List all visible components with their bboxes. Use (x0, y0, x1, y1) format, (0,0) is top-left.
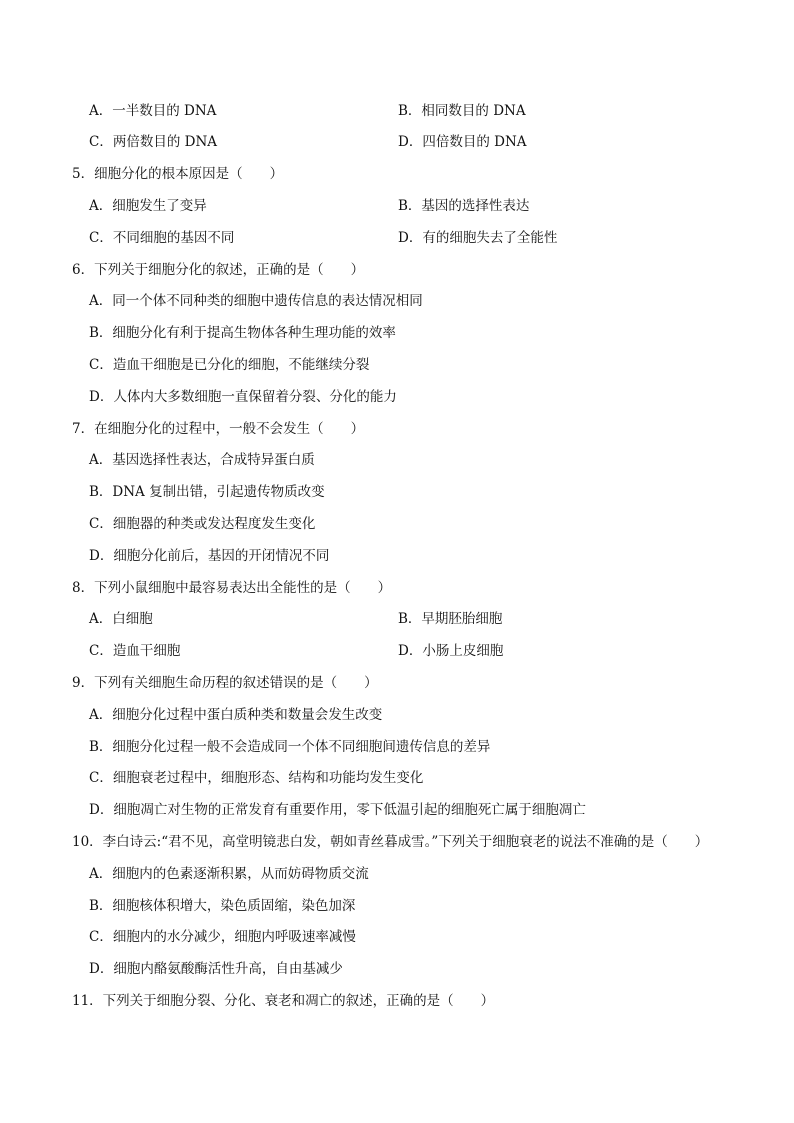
q5-option-c: C．不同细胞的基因不同 (89, 230, 235, 246)
q7-stem: 7．在细胞分化的过程中，一般不会发生（ ） (72, 421, 365, 437)
q9-option-c: C．细胞衰老过程中，细胞形态、结构和功能均发生变化 (89, 770, 424, 786)
q8-option-a: A．白细胞 (89, 611, 153, 627)
q6-option-b: B．细胞分化有利于提高生物体各种生理功能的效率 (89, 325, 396, 341)
q5-option-b: B．基因的选择性表达 (398, 198, 530, 214)
q7-option-a: A．基因选择性表达，合成特异蛋白质 (89, 452, 315, 468)
q5-option-a: A．细胞发生了变异 (89, 198, 207, 214)
q7-option-d: D．细胞分化前后，基因的开闭情况不同 (89, 548, 330, 564)
q11-stem: 11．下列关于细胞分裂、分化、衰老和凋亡的叙述，正确的是（ ） (72, 993, 495, 1009)
q10-stem: 10．李白诗云:“君不见，高堂明镜悲白发，朝如青丝暮成雪。”下列关于细胞衰老的说法不准确的是（ ） (72, 834, 709, 850)
q8-option-c: C．造血干细胞 (89, 643, 181, 659)
q10-option-b: B．细胞核体积增大，染色质固缩，染色加深 (89, 898, 356, 914)
q10-option-c: C．细胞内的水分减少，细胞内呼吸速率减慢 (89, 929, 356, 945)
q5-stem: 5．细胞分化的根本原因是（ ） (72, 166, 284, 182)
q4-option-c: C．两倍数目的 DNA (89, 134, 218, 150)
q9-option-d: D．细胞凋亡对生物的正常发育有重要作用，零下低温引起的细胞死亡属于细胞凋亡 (89, 802, 586, 818)
q10-option-d: D．细胞内酪氨酸酶活性升高，自由基减少 (89, 961, 343, 977)
q4-option-a: A．一半数目的 DNA (89, 103, 217, 119)
q6-option-a: A．同一个体不同种类的细胞中遗传信息的表达情况相同 (89, 293, 423, 309)
q10-option-a: A．细胞内的色素逐渐积累，从而妨碍物质交流 (89, 866, 369, 882)
q9-option-b: B．细胞分化过程一般不会造成同一个体不同细胞间遗传信息的差异 (89, 739, 491, 755)
q8-option-d: D．小肠上皮细胞 (398, 643, 504, 659)
q6-option-c: C．造血干细胞是已分化的细胞，不能继续分裂 (89, 357, 370, 373)
q9-option-a: A．细胞分化过程中蛋白质种类和数量会发生改变 (89, 707, 383, 723)
q5-option-d: D．有的细胞失去了全能性 (398, 230, 558, 246)
q6-option-d: D．人体内大多数细胞一直保留着分裂、分化的能力 (89, 389, 397, 405)
q6-stem: 6．下列关于细胞分化的叙述，正确的是（ ） (72, 262, 365, 278)
q8-stem: 8．下列小鼠细胞中最容易表达出全能性的是（ ） (72, 580, 392, 596)
q9-stem: 9．下列有关细胞生命历程的叙述错误的是（ ） (72, 675, 378, 691)
q7-option-b: B．DNA 复制出错，引起遗传物质改变 (89, 484, 325, 500)
q7-option-c: C．细胞器的种类或发达程度发生变化 (89, 516, 316, 532)
q4-option-d: D．四倍数目的 DNA (398, 134, 527, 150)
q4-option-b: B．相同数目的 DNA (398, 103, 526, 119)
q8-option-b: B．早期胚胎细胞 (398, 611, 503, 627)
